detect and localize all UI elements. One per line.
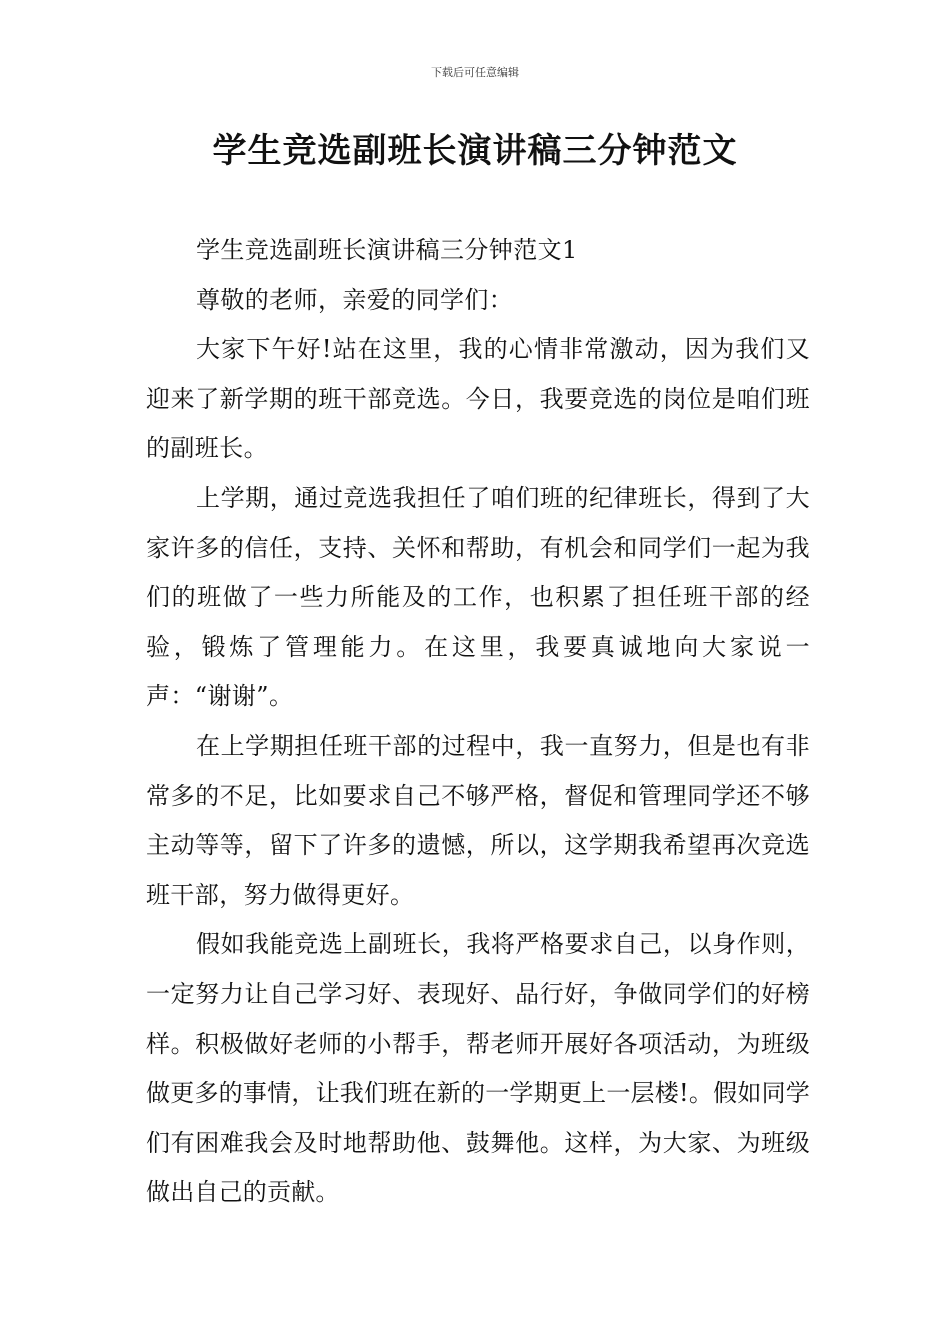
paragraph-subtitle: 学生竞选副班长演讲稿三分钟范文1 <box>196 236 578 264</box>
paragraph-shortcomings: 在上学期担任班干部的过程中，我一直努力，但是也有非常多的不足，比如要求自己不够严格，督促和管理同学还不够主动等等，留下了许多的遗憾，所以，这学期我希望再次竞选班干部，努力做得更好。 <box>146 731 810 909</box>
document-title: 学生竞选副班长演讲稿三分钟范文 <box>212 131 738 171</box>
paragraph-salutation: 尊敬的老师，亲爱的同学们： <box>196 285 514 314</box>
paragraph-greeting: 大家下午好!站在这里，我的心情非常激动，因为我们又迎来了新学期的班干部竞选。今日，我要竞选的岗位是咱们班的副班长。 <box>146 335 810 463</box>
document-body <box>146 226 810 1218</box>
paragraph-last-term: 上学期，通过竞选我担任了咱们班的纪律班长，得到了大家许多的信任，支持、关怀和帮助，有机会和同学们一起为我们的班做了一些力所能及的工作，也积累了担任班干部的经验，锻炼了管理能力。在这里，我要真诚地向大家说一声：“谢谢”。 <box>146 483 810 711</box>
paragraph-commitment: 假如我能竞选上副班长，我将严格要求自己，以身作则，一定努力让自己学习好、表现好、品行好，争做同学们的好榜样。积极做好老师的小帮手，帮老师开展好各项活动，为班级做更多的事情，让我们班在新的一学期更上一层楼!。假如同学们有困难我会及时地帮助他、鼓舞他。这样，为大家、为班级做出自己的贡献。 <box>146 930 810 1207</box>
header-note: 下载后可任意编辑 <box>431 66 519 79</box>
